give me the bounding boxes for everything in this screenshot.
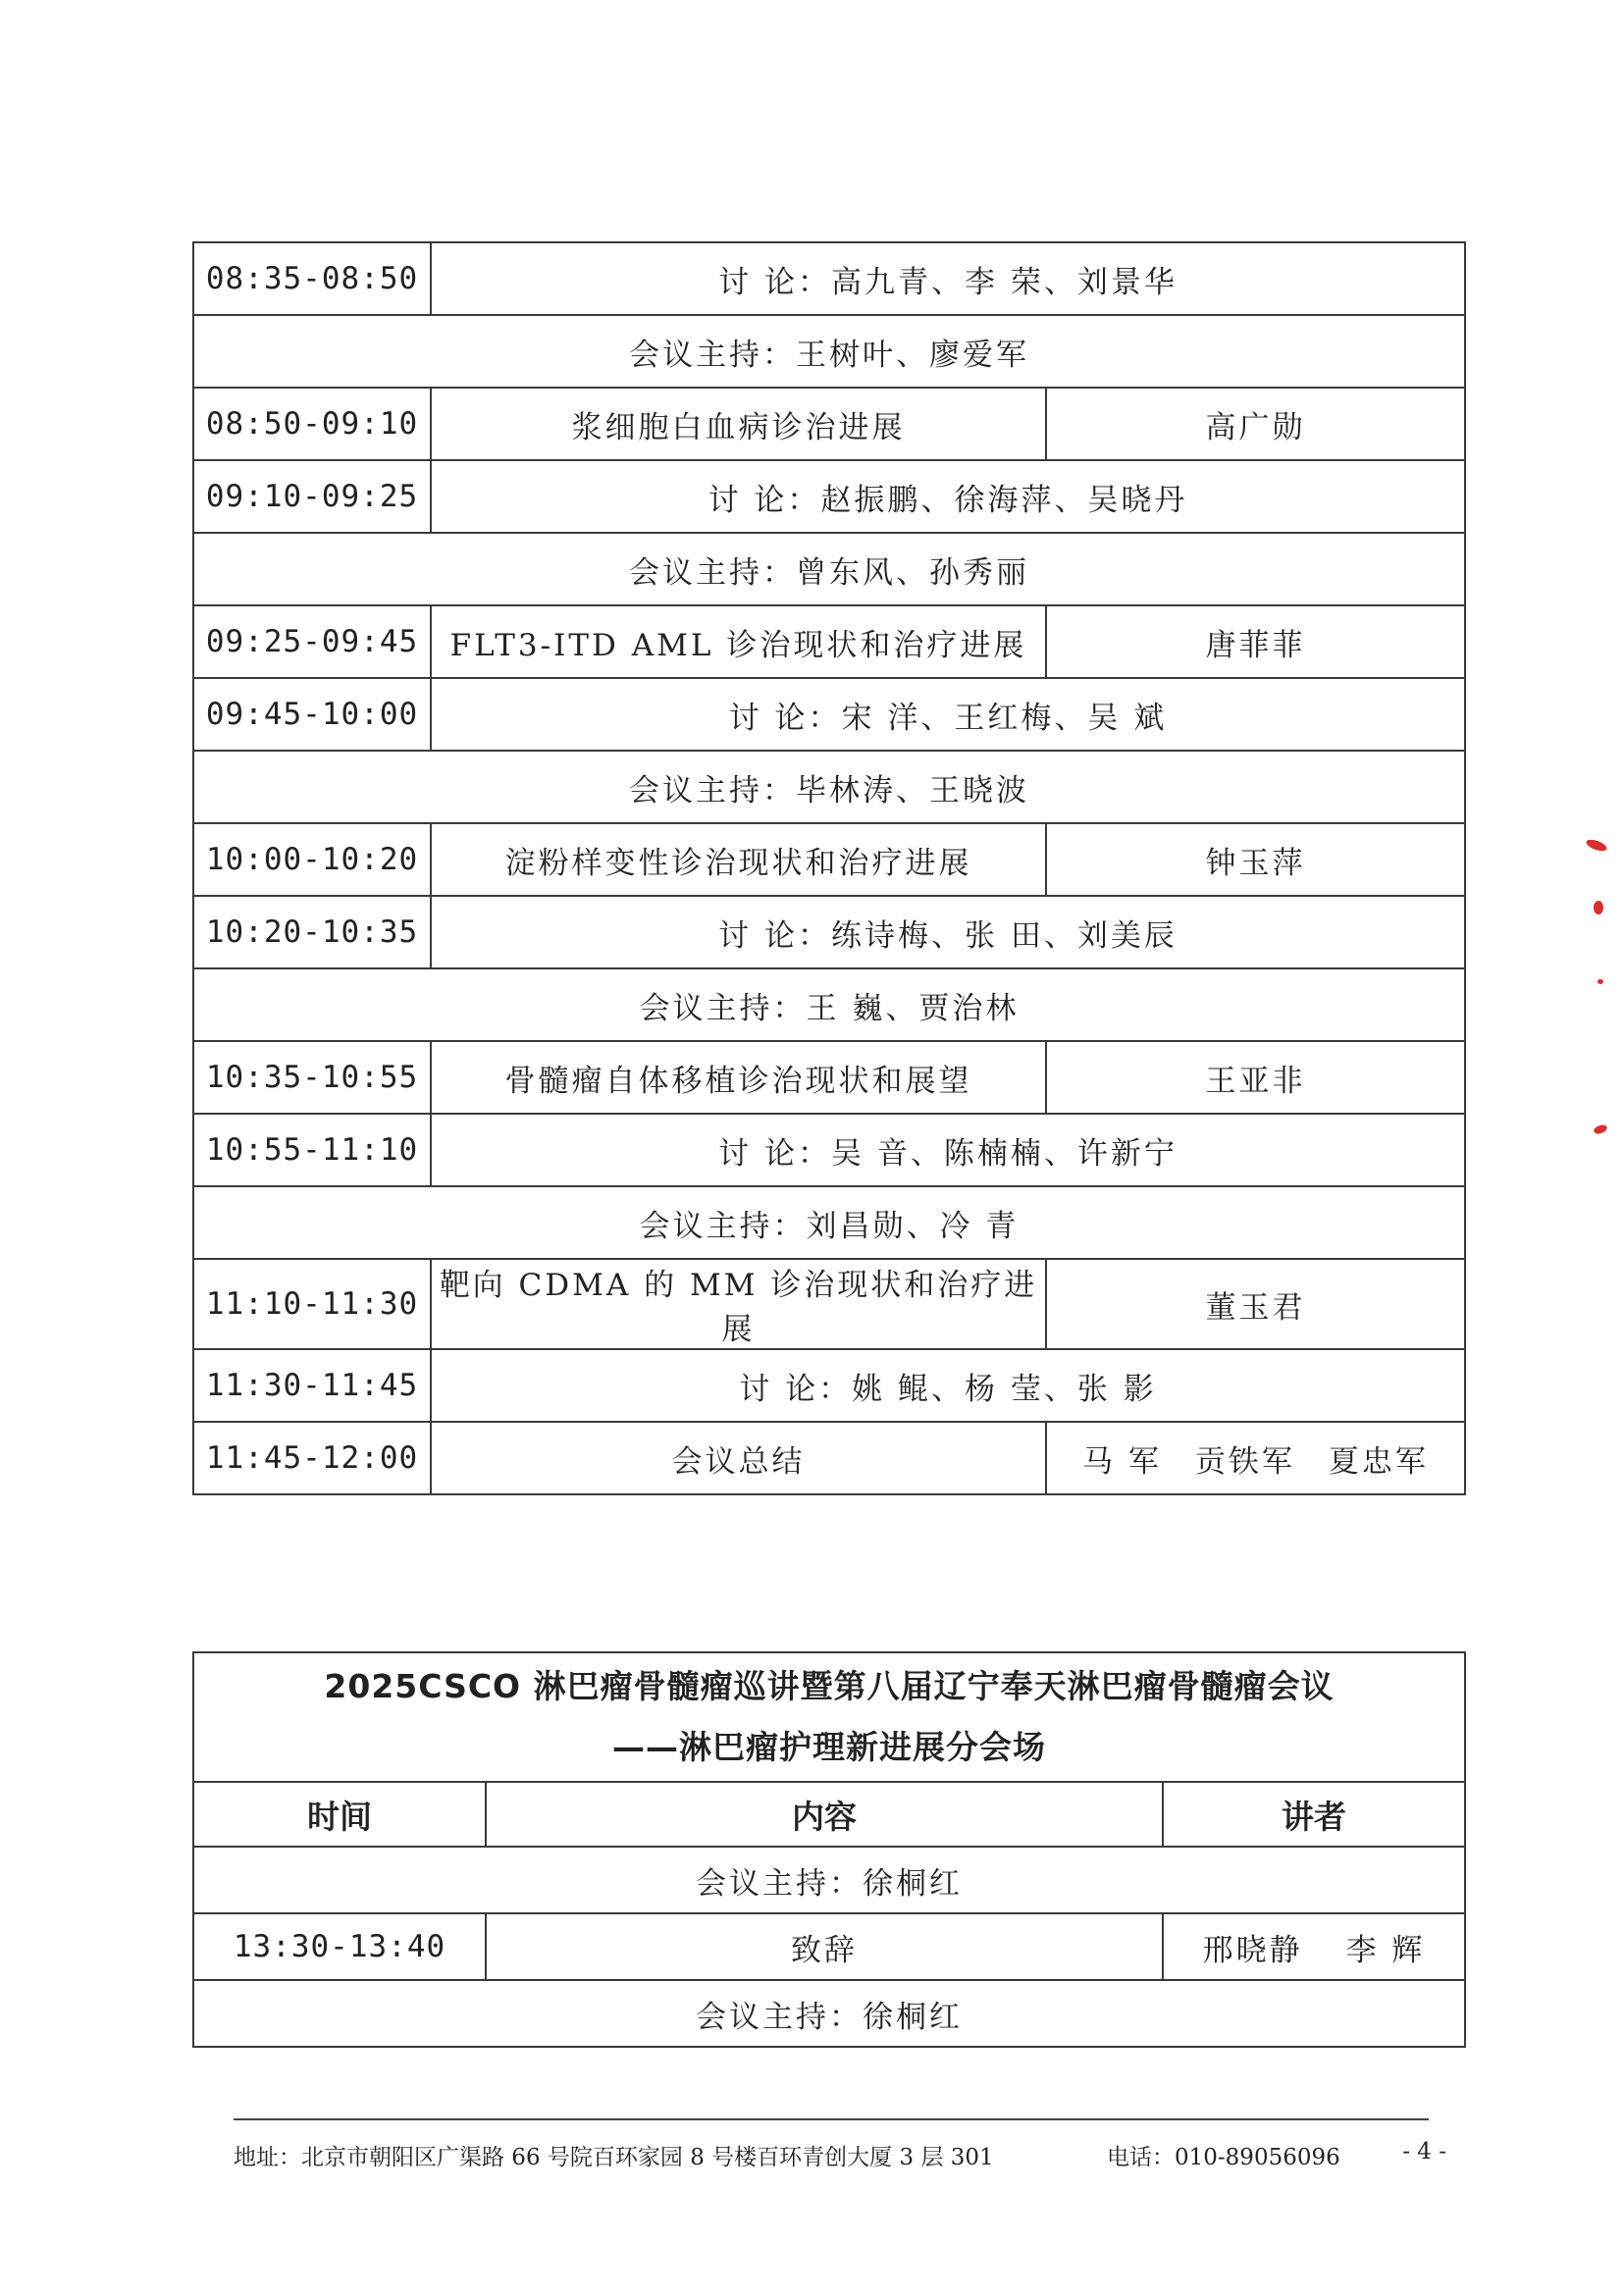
time-cell: 11:45-12:00 (193, 1422, 431, 1494)
host-names: 王树叶、廖爱军 (796, 337, 1029, 373)
host-label: 会议主持： (629, 337, 796, 373)
topic-cell: 骨髓瘤自体移植诊治现状和展望 (431, 1041, 1046, 1114)
header-time: 时间 (193, 1782, 486, 1847)
discussion-names: 宋 洋、王红梅、吴 斌 (841, 700, 1168, 736)
schedule-row-host (193, 533, 1465, 605)
host-cell (193, 751, 1465, 823)
stamp-fragment-mark (1594, 901, 1603, 914)
welcome-speaker: 邢晓静 (1202, 1932, 1303, 1968)
topic-cell: 会议总结 (431, 1422, 1046, 1494)
discussion-cell (431, 460, 1465, 533)
footer-phone: 电话：010-89056096 (1107, 2145, 1340, 2170)
speaker-cell: 高广勋 (1046, 388, 1465, 460)
page-number: - 4 - (1402, 2139, 1446, 2165)
stamp-fragment-mark (1585, 838, 1608, 854)
session-title-row (193, 1652, 1465, 1782)
time-cell: 09:45-10:00 (193, 678, 431, 751)
topic-cell: 靶向 CDMA 的 MM 诊治现状和治疗进展 (431, 1259, 1046, 1349)
schedule-row-host (193, 751, 1465, 823)
speakers-cell (1046, 1422, 1465, 1494)
discussion-label: 讨 论： (707, 482, 821, 518)
discussion-names: 赵振鹏、徐海萍、吴晓丹 (820, 482, 1188, 518)
speaker-cell: 唐菲菲 (1046, 605, 1465, 678)
host-cell (193, 968, 1465, 1041)
topic-cell: FLT3-ITD AML 诊治现状和治疗进展 (431, 605, 1046, 678)
host-names: 毕林涛、王晓波 (796, 772, 1029, 809)
schedule-row-discussion (193, 242, 1465, 315)
session-host-row (193, 1847, 1465, 1913)
welcome-time: 13:30-13:40 (193, 1913, 486, 1980)
session-table (192, 1651, 1466, 2048)
schedule-table (192, 241, 1466, 1495)
stamp-fragment-mark (1593, 1123, 1608, 1135)
topic-cell: 淀粉样变性诊治现状和治疗进展 (431, 823, 1046, 896)
discussion-names: 练诗梅、张 田、刘美辰 (831, 917, 1178, 954)
schedule-row-discussion (193, 1349, 1465, 1422)
welcome-topic: 致辞 (486, 1913, 1163, 1980)
summary-speaker: 夏忠军 (1328, 1443, 1429, 1480)
header-speaker: 讲者 (1163, 1782, 1465, 1847)
host-cell (193, 533, 1465, 605)
host-names: 王 巍、贾治林 (806, 990, 1020, 1026)
discussion-cell (431, 896, 1465, 968)
discussion-cell (431, 678, 1465, 751)
host-cell (193, 1186, 1465, 1259)
speaker-cell: 董玉君 (1046, 1259, 1465, 1349)
schedule-row-discussion (193, 1114, 1465, 1186)
schedule-row-discussion (193, 678, 1465, 751)
topic-cell: 浆细胞白血病诊治进展 (431, 388, 1046, 460)
time-cell: 10:20-10:35 (193, 896, 431, 968)
welcome-speakers (1163, 1913, 1465, 1980)
discussion-label: 讨 论： (718, 917, 831, 954)
speaker-cell: 钟玉萍 (1046, 823, 1465, 896)
discussion-names: 高九青、李 荣、刘景华 (831, 264, 1178, 300)
schedule-row-talk (193, 823, 1465, 896)
time-cell: 08:35-08:50 (193, 242, 431, 315)
host-names: 刘昌勋、冷 青 (806, 1208, 1020, 1244)
schedule-row-talk (193, 388, 1465, 460)
time-cell: 11:30-11:45 (193, 1349, 431, 1422)
host-label: 会议主持： (629, 554, 796, 591)
host-label: 会议主持： (639, 1208, 807, 1244)
schedule-row-talk (193, 605, 1465, 678)
schedule-row-host (193, 968, 1465, 1041)
welcome-speaker: 李 辉 (1345, 1932, 1426, 1968)
time-cell: 09:25-09:45 (193, 605, 431, 678)
footer-address: 地址：北京市朝阳区广渠路 66 号院百环家园 8 号楼百环青创大厦 3 层 301 (234, 2145, 994, 2170)
header-content: 内容 (486, 1782, 1163, 1847)
session-title-line1: 2025CSCO 淋巴瘤骨髓瘤巡讲暨第八届辽宁奉天淋巴瘤骨髓瘤会议 (324, 1667, 1335, 1705)
schedule-row-talk (193, 1259, 1465, 1349)
discussion-names: 吴 音、陈楠楠、许新宁 (831, 1135, 1178, 1172)
stamp-fragment-mark (1597, 979, 1603, 984)
summary-speaker: 马 军 (1082, 1443, 1162, 1480)
footer-rule (234, 2118, 1429, 2120)
time-cell: 08:50-09:10 (193, 388, 431, 460)
host-names: 曾东风、孙秀丽 (796, 554, 1029, 591)
session-host: 会议主持：徐桐红 (193, 1847, 1465, 1913)
session-welcome-row (193, 1913, 1465, 1980)
speaker-cell: 王亚非 (1046, 1041, 1465, 1114)
schedule-row-host (193, 1186, 1465, 1259)
discussion-label: 讨 论： (739, 1371, 853, 1407)
time-cell: 10:00-10:20 (193, 823, 431, 896)
session-title-line2: ——淋巴瘤护理新进展分会场 (612, 1728, 1046, 1766)
schedule-row-host (193, 315, 1465, 388)
session-title (193, 1652, 1465, 1782)
discussion-cell (431, 242, 1465, 315)
footer (234, 2139, 1446, 2178)
discussion-label: 讨 论： (718, 1135, 831, 1172)
schedule-row-discussion (193, 896, 1465, 968)
schedule-row-discussion (193, 460, 1465, 533)
session-header-row (193, 1782, 1465, 1847)
discussion-label: 讨 论： (718, 264, 831, 300)
discussion-cell (431, 1349, 1465, 1422)
session-host: 会议主持：徐桐红 (193, 1980, 1465, 2047)
time-cell: 10:35-10:55 (193, 1041, 431, 1114)
discussion-names: 姚 鲲、杨 莹、张 影 (852, 1371, 1157, 1407)
host-label: 会议主持： (629, 772, 796, 809)
time-cell: 09:10-09:25 (193, 460, 431, 533)
time-cell: 11:10-11:30 (193, 1259, 431, 1349)
schedule-row-talk (193, 1041, 1465, 1114)
schedule-body (193, 242, 1465, 1494)
discussion-cell (431, 1114, 1465, 1186)
host-cell (193, 315, 1465, 388)
host-label: 会议主持： (639, 990, 807, 1026)
discussion-label: 讨 论： (728, 700, 842, 736)
summary-speaker: 贡铁军 (1194, 1443, 1295, 1480)
time-cell: 10:55-11:10 (193, 1114, 431, 1186)
session-host-row (193, 1980, 1465, 2047)
schedule-row-summary (193, 1422, 1465, 1494)
